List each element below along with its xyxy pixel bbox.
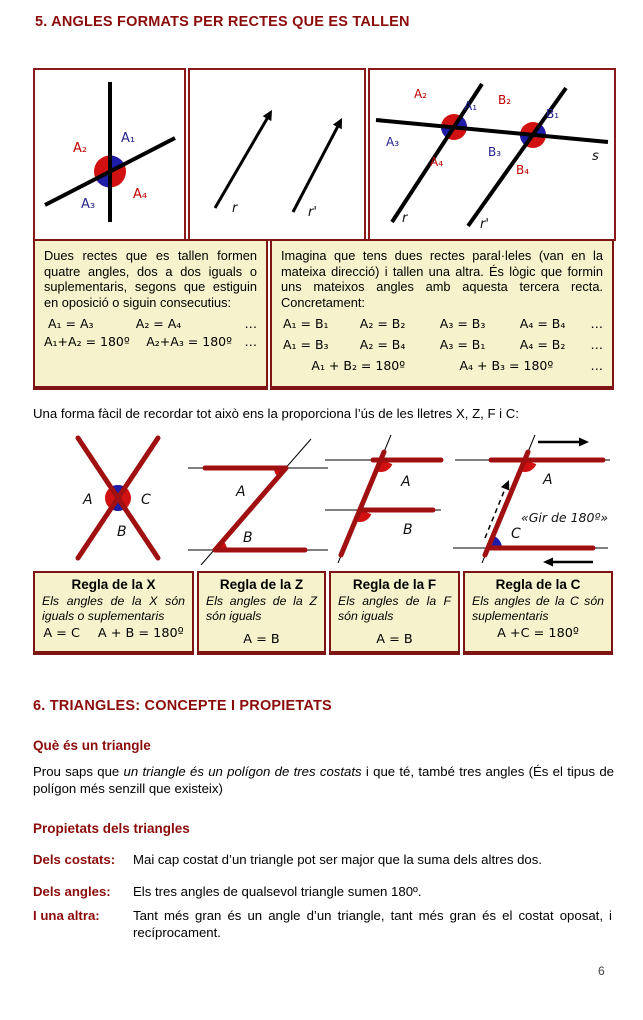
formula: A +C = 180º xyxy=(497,626,579,641)
ellipsis: … xyxy=(590,358,603,374)
f-label-a: A xyxy=(401,474,411,490)
explanation-row xyxy=(33,239,614,390)
letter-figures-svg xyxy=(33,430,612,570)
rule-formula xyxy=(42,626,185,641)
c-stem-bar xyxy=(485,452,528,555)
rules-table xyxy=(33,571,613,655)
label-r2: r' xyxy=(480,217,489,232)
property-text: Mai cap costat d’un triangle pot ser major que la suma dels altres dos. xyxy=(133,852,543,867)
c-label-c: C xyxy=(511,526,521,542)
property-angles xyxy=(33,884,612,901)
rule-formula xyxy=(206,632,317,647)
ray-r xyxy=(215,117,268,208)
label-a4: A₄ xyxy=(133,187,148,202)
parallel-rays-figure xyxy=(188,68,366,241)
parallel-rays-svg xyxy=(190,70,364,234)
label-a3: A₃ xyxy=(386,135,400,149)
crossing-lines-svg xyxy=(35,70,184,234)
label-r2: r' xyxy=(308,205,317,220)
formula: A₁ = A₃ xyxy=(48,316,94,332)
label-b3: B₃ xyxy=(488,145,502,159)
label-a3: A₃ xyxy=(81,197,96,212)
property-label: Dels angles: xyxy=(33,884,111,899)
section6-title: 6. TRIANGLES: CONCEPTE I PROPIETATS xyxy=(33,698,332,714)
label-a1: A₁ xyxy=(121,131,136,146)
formula-row xyxy=(44,316,257,331)
label-b2: B₂ xyxy=(498,93,512,107)
property-label: I una altra: xyxy=(33,908,100,923)
formula: A = B xyxy=(243,632,280,647)
rule-title: Regla de la X xyxy=(71,577,156,592)
c-top-arrowhead xyxy=(579,438,589,447)
rule-x-cell xyxy=(33,571,194,655)
label-b4: B₄ xyxy=(516,163,530,177)
page-number: 6 xyxy=(598,964,605,978)
crossing-lines-figure xyxy=(33,68,186,241)
x-label-a: A xyxy=(83,492,93,508)
formula: A₃ = B₁ xyxy=(439,337,486,353)
rule-formula xyxy=(338,632,451,647)
triangle-definition-paragraph xyxy=(33,764,614,797)
label-b1: B₁ xyxy=(546,107,560,121)
formula: A₁ + B₂ = 180º xyxy=(311,358,406,374)
formula: A₄ = B₂ xyxy=(519,337,566,353)
label-a1: A₁ xyxy=(464,99,478,113)
formula: A₁ = B₁ xyxy=(283,316,329,332)
label-a2: A₂ xyxy=(73,141,88,156)
intersecting-lines-text: Dues rectes que es tallen formen quatre angles, dos a dos iguals o suplementaris, segons que estiguin en oposició o siguin consecutius: xyxy=(44,248,257,310)
parallel-lines-box xyxy=(270,239,614,390)
property-label: Dels costats: xyxy=(33,852,116,867)
c-bottom-arrowhead xyxy=(543,558,553,567)
label-a4: A₄ xyxy=(430,155,444,169)
rule-z-cell xyxy=(197,571,326,655)
formula: A₄ + B₃ = 180º xyxy=(459,358,554,374)
intersecting-lines-box xyxy=(33,239,268,390)
formula: A₂ = B₄ xyxy=(359,337,406,353)
x-label-c: C xyxy=(141,492,151,508)
parallel-lines-text: Imagina que tens dues rectes paral·leles (van en la mateixa direcció) i tallen una altra. És lògic que formin uns mateixos angles amb aquesta tercera recta. Concretament: xyxy=(281,248,603,310)
c-label-gir: «Gir de 180º» xyxy=(521,510,609,525)
property-text: Tant més gran és un angle d’un triangle, tant més gran és el costat oposat, i recíprocament. xyxy=(133,908,612,940)
x-label-b: B xyxy=(117,524,127,540)
formula-row xyxy=(281,316,603,331)
paragraph-text: i que té, també tres angles (És el tipus de polígon més senzill que existeix) xyxy=(33,764,614,796)
rule-c-cell xyxy=(463,571,613,655)
label-a2: A₂ xyxy=(414,87,428,101)
c-figure xyxy=(453,435,610,567)
formula-row xyxy=(281,358,603,373)
transversal-figure xyxy=(368,68,616,241)
f-label-b: B xyxy=(403,522,413,538)
triangle-properties-heading: Propietats dels triangles xyxy=(33,821,190,836)
x-figure xyxy=(78,438,158,558)
z-label-a: A xyxy=(236,484,246,500)
z-label-b: B xyxy=(243,530,253,546)
ellipsis: … xyxy=(590,316,603,332)
section5-title: 5. ANGLES FORMATS PER RECTES QUE ES TALLEN xyxy=(35,14,410,30)
rule-desc: Els angles de la Z són iguals xyxy=(206,594,317,623)
formula: A₃ = B₃ xyxy=(439,316,486,332)
rule-desc: Els angles de la F són iguals xyxy=(338,594,451,623)
label-s: s xyxy=(592,149,599,164)
formula: A₂+A₃ = 180º xyxy=(146,334,233,350)
rule-title: Regla de la F xyxy=(352,577,437,592)
f-figure xyxy=(325,435,443,563)
figure-row xyxy=(33,68,616,241)
formula: A + B = 180º xyxy=(97,626,184,641)
rule-formula xyxy=(472,626,604,641)
ellipsis: … xyxy=(590,337,603,353)
property-other xyxy=(33,908,612,941)
c-label-a: A xyxy=(543,472,553,488)
rule-title: Regla de la C xyxy=(495,577,581,592)
formula: A = C xyxy=(43,626,80,641)
ellipsis: … xyxy=(244,334,257,350)
rule-desc: Els angles de la X són iguals o suplementaris xyxy=(42,594,185,623)
letters-intro: Una forma fàcil de recordar tot això ens la proporciona l’ús de les lletres X, Z, F i C: xyxy=(33,406,519,421)
paragraph-italic: un triangle és un polígon de tres costats xyxy=(123,764,362,779)
transversal-svg xyxy=(370,70,614,234)
formula: A₂ = A₄ xyxy=(135,316,182,332)
z-figure xyxy=(188,439,328,565)
formula-row xyxy=(44,334,257,349)
label-r: r xyxy=(232,201,238,216)
paragraph-text: Prou saps que xyxy=(33,764,124,779)
formula: A₁ = B₃ xyxy=(283,337,329,353)
ray-r2 xyxy=(293,126,338,212)
rule-desc: Els angles de la C són suplementaris xyxy=(472,594,604,623)
c-rotation-arrowhead xyxy=(501,480,509,491)
formula-row xyxy=(281,337,603,352)
formula: A₄ = B₄ xyxy=(519,316,566,332)
rule-title: Regla de la Z xyxy=(219,577,304,592)
property-sides xyxy=(33,852,612,869)
formula: A₂ = B₂ xyxy=(359,316,406,332)
line-s xyxy=(376,120,608,142)
what-is-triangle-heading: Què és un triangle xyxy=(33,738,151,753)
property-text: Els tres angles de qualsevol triangle sumen 180º. xyxy=(133,884,422,899)
label-r: r xyxy=(402,211,408,226)
ellipsis: … xyxy=(244,316,257,332)
rule-f-cell xyxy=(329,571,460,655)
formula: A = B xyxy=(376,632,413,647)
f-stem-bar xyxy=(341,452,384,555)
formula: A₁+A₂ = 180º xyxy=(44,334,130,350)
